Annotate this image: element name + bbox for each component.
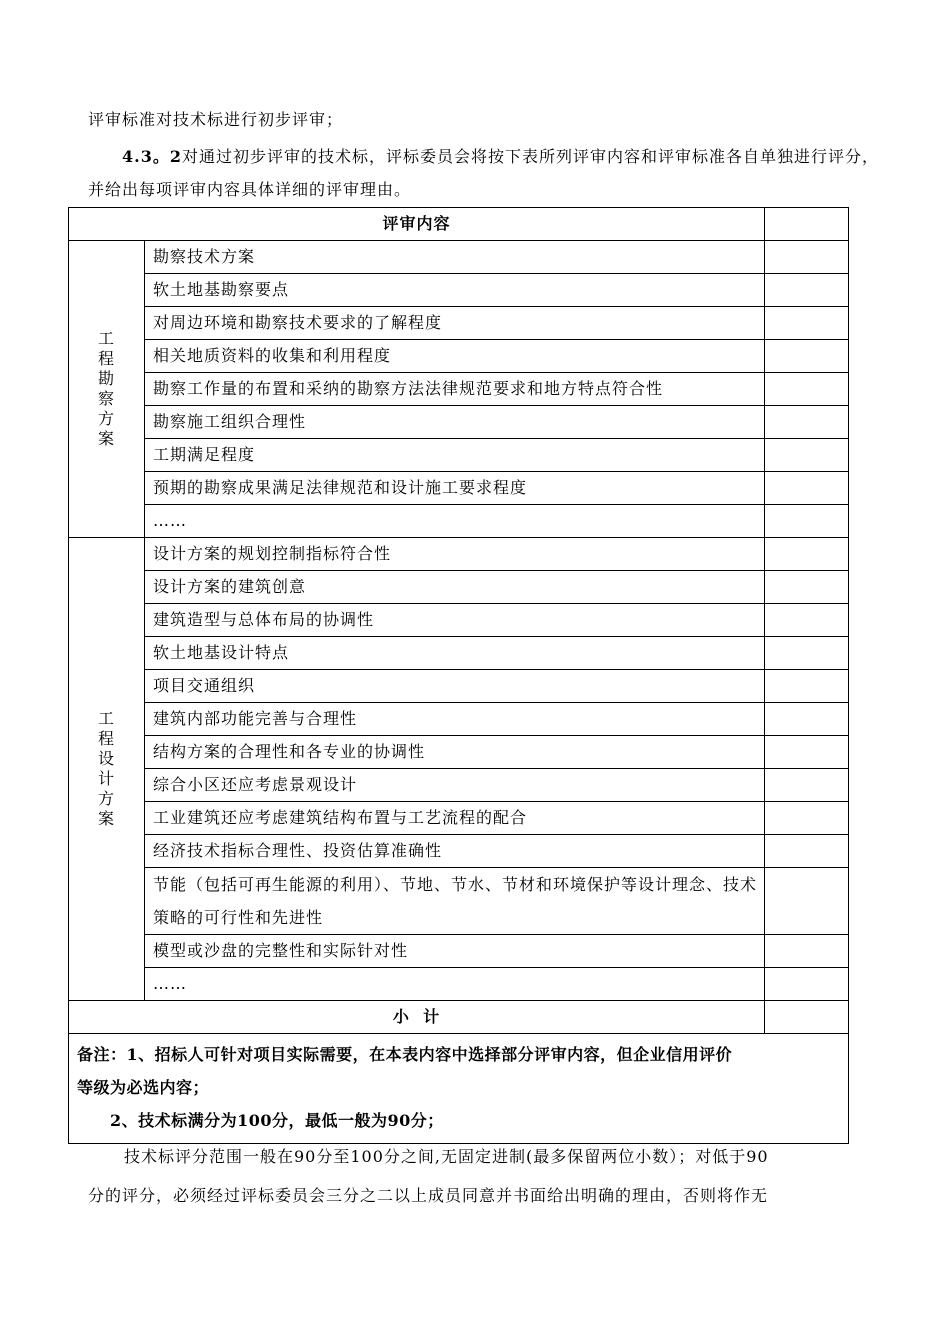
criterion-item: …… [145,505,765,538]
score-cell [765,406,849,439]
score-cell [765,769,849,802]
group-label-char: 工 [97,709,115,728]
score-cell [765,968,849,1001]
table-row [69,637,849,670]
notes-cell [69,1034,849,1144]
score-cell [765,274,849,307]
criterion-item: 勘察工作量的布置和采纳的勘察方法法律规范要求和地方特点符合性 [145,373,765,406]
intro-line-2 [0,144,950,167]
group-label-char: 工 [97,329,115,348]
score-cell [765,307,849,340]
table-row [69,868,849,935]
table-row [69,340,849,373]
table-row [69,274,849,307]
group-label-char: 案 [97,809,115,828]
evaluation-table [68,207,849,1144]
table-row [69,571,849,604]
criterion-item: 设计方案的规划控制指标符合性 [145,538,765,571]
clause-number: 4.3。2 [122,147,182,166]
score-cell [765,505,849,538]
score-cell [765,802,849,835]
criterion-item: 模型或沙盘的完整性和实际针对性 [145,935,765,968]
criterion-item: 勘察施工组织合理性 [145,406,765,439]
table-row [69,373,849,406]
table-row [69,968,849,1001]
criterion-item: 结构方案的合理性和各专业的协调性 [145,736,765,769]
subtotal-label: 小 计 [69,1001,765,1034]
table-row [69,439,849,472]
intro-line-1: 评审标准对技术标进行初步评审； [88,110,344,129]
score-cell [765,538,849,571]
score-cell [765,637,849,670]
criterion-item: 软土地基设计特点 [145,637,765,670]
criterion-item: 经济技术指标合理性、投资估算准确性 [145,835,765,868]
group-label-char: 程 [97,729,115,748]
score-cell [765,571,849,604]
criterion-item: …… [145,968,765,1001]
score-cell [765,439,849,472]
criterion-item: 项目交通组织 [145,670,765,703]
score-cell [765,835,849,868]
outro-line-1: 技术标评分范围一般在90分至100分之间,无固定进制(最多保留两位小数）；对低于90 [124,1147,769,1166]
criterion-item: 软土地基勘察要点 [145,274,765,307]
criterion-item: 预期的勘察成果满足法律规范和设计施工要求程度 [145,472,765,505]
note-line: 备注：1、招标人可针对项目实际需要，在本表内容中选择部分评审内容，但企业信用评价 [77,1045,733,1064]
criterion-item: 建筑内部功能完善与合理性 [145,703,765,736]
table-row [69,670,849,703]
outro-line-2: 分的评分，必须经过评标委员会三分之二以上成员同意并书面给出明确的理由，否则将作无 [88,1186,769,1205]
criterion-item: 工期满足程度 [145,439,765,472]
table-row [69,241,849,274]
clause-text: 对通过初步评审的技术标，评标委员会将按下表所列评审内容和评审标准各自单独进行评分， [181,147,879,166]
score-cell [765,340,849,373]
table-row [69,769,849,802]
note-line: 等级为必选内容； [77,1078,210,1097]
note-line: 2、技术标满分为100分，最低一般为90分； [77,1111,444,1130]
group-label-char: 方 [97,789,115,808]
score-cell [765,868,849,935]
group-label-char: 勘 [97,369,115,388]
score-cell [765,935,849,968]
table-row [69,935,849,968]
criterion-item: 设计方案的建筑创意 [145,571,765,604]
criterion-item: 勘察技术方案 [145,241,765,274]
criterion-item: 建筑造型与总体布局的协调性 [145,604,765,637]
table-row [69,307,849,340]
group-label-char: 程 [97,349,115,368]
criterion-item: 综合小区还应考虑景观设计 [145,769,765,802]
table-header-row [69,208,849,241]
group-label-char: 案 [97,429,115,448]
table-row [69,604,849,637]
score-cell [765,208,849,241]
score-cell [765,1001,849,1034]
table-row [69,406,849,439]
notes-row [69,1034,849,1144]
score-cell [765,373,849,406]
score-cell [765,670,849,703]
table-row [69,736,849,769]
table-row [69,505,849,538]
table-row [69,703,849,736]
score-cell [765,472,849,505]
subtotal-row [69,1001,849,1034]
score-cell [765,703,849,736]
criterion-item: 相关地质资料的收集和利用程度 [145,340,765,373]
table-header-title: 评审内容 [69,208,765,241]
table-row [69,835,849,868]
group-label-char: 方 [97,409,115,428]
group-label-char: 计 [97,769,115,788]
criterion-item: 节能（包括可再生能源的利用）、节地、节水、节材和环境保护等设计理念、技术策略的可行性和先进性 [145,868,765,935]
group-label [69,241,145,538]
group-label-char: 察 [97,389,115,408]
score-cell [765,241,849,274]
criterion-item: 工业建筑还应考虑建筑结构布置与工艺流程的配合 [145,802,765,835]
group-label-char: 设 [97,749,115,768]
score-cell [765,604,849,637]
table-row [69,538,849,571]
table-row [69,472,849,505]
score-cell [765,736,849,769]
table-row [69,802,849,835]
intro-line-3: 并给出每项评审内容具体详细的评审理由。 [88,180,412,199]
criterion-item: 对周边环境和勘察技术要求的了解程度 [145,307,765,340]
group-label [69,538,145,1001]
